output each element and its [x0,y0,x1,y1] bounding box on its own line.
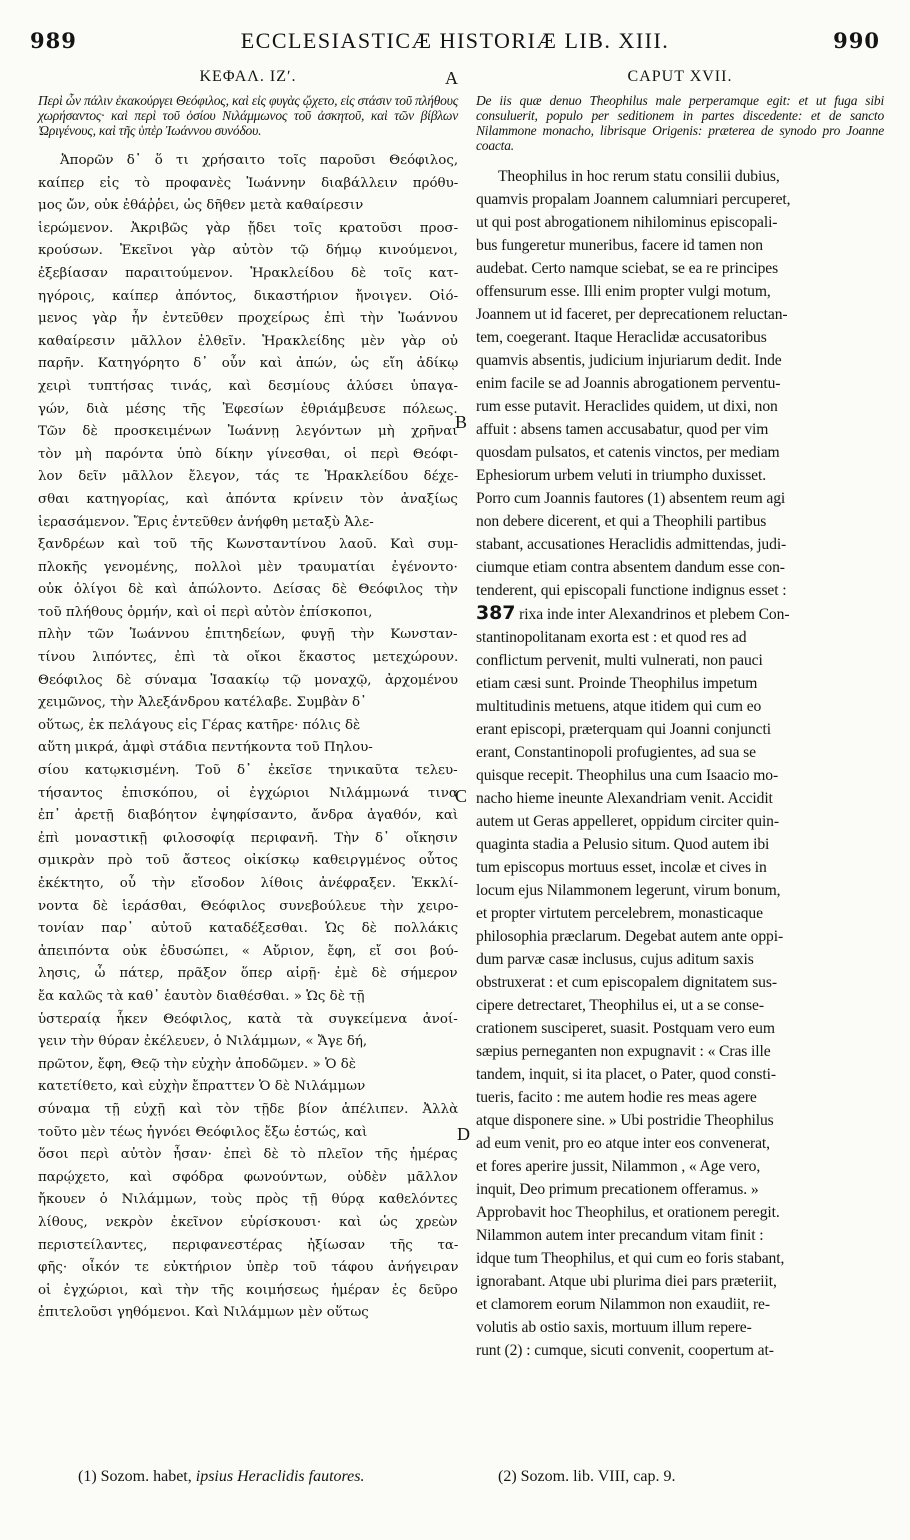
latin-text-line: erant episcopi, præterquam qui Joanni conjuncti [476,721,771,738]
greek-text-line: αὕτη μικρά, ἀμφὶ στάδια πεντήκοντα τοῦ Πηλου- [38,740,373,756]
greek-text-line: φῆς· οἶκόν τε εὐκτήριον ὑπὲρ τοῦ τάφου ἀνήγειραν [38,1260,458,1276]
latin-text-line: stantinopolitanam exorta est : et quod res ad [476,629,747,646]
latin-text-line: stabant, accusationes Heraclidis admittendas, judi- [476,536,787,553]
latin-text-line: conflictum pervenit, multi vulnerati, non pauci [476,652,763,669]
latin-text-line: Theophilus in hoc rerum statu consilii dubius, [498,168,780,185]
greek-text-line: γών, διὰ μέσης τῆς Ἐφεσίων ἐθριάμβευσε πόλεως. [38,401,458,417]
latin-chapter-heading: CAPUT XVII. [627,68,733,85]
latin-text-line: affuit : absens tamen accusabatur, quod per vim [476,421,769,438]
latin-text-line: Approbavit hoc Theophilus, et orationem peregit. [476,1204,780,1221]
greek-text-line: σίου κατῳκισμένη. Τοῦ δ᾽ ἐκεῖσε τηνικαῦτα τελευ- [38,763,458,779]
greek-text-line: ἐκέκτητο, οὗ τὴν εἴσοδον λίθοις ἀνέφραξεν. Ἐκκλί- [38,876,458,891]
greek-text-line: οἱ ἐγχώριοι, καὶ τὴν τῆς κοιμήσεως ἡμέραν ἐς δεῦρο [38,1282,458,1298]
latin-text-line: ut qui post abrogationem nihilominus episcopali- [476,214,778,231]
latin-text-line: multitudinis metuens, atque itidem qui cum eo [476,698,762,715]
margin-marker-b: B [455,412,468,432]
latin-text-line: et propter virtutem percelebrem, monasticaque [476,905,763,922]
greek-text-line: ἤκουεν ὁ Νιλάμμων, τοὺς πρὸς τῇ θύρᾳ καθελόντες [38,1192,458,1208]
greek-text-line: ἱερασάμενον. Ἔρις ἐντεῦθεν ἀνήφθη μεταξὺ Ἀλε- [38,514,374,530]
latin-text-line: offensurum esse. Illi enim propter vulgi motum, [476,283,771,300]
greek-text-line: χειμῶνος, τὴν Ἀλεξάνδρου κατέλαβε. Συμβὰν δ᾽ [38,695,367,711]
latin-text-line: Porro cum Joannis fautores (1) absentem reum agi [476,490,786,507]
page-number-left: 989 [30,28,77,53]
greek-text-line: ἔα καλῶς τὰ καθ᾽ ἑαυτὸν διαθέσθαι. » Ὡς δὲ τῇ [38,988,365,1004]
latin-body-text [476,165,884,1362]
greek-text-line: χειρὶ τυπτήσας τινάς, καὶ δεσμίους ἁλύσει ὑπαγα- [38,378,458,394]
greek-text-line: πλὴν τῶν Ἰωάννου ἐπιτηδείων, φυγῇ τὴν Κωνσταν- [38,627,458,643]
latin-text-line: nacho hieme ineunte Alexandriam venit. Accidit [476,790,773,807]
greek-text-line: καίπερ εἰς τὸ προφανὲς Ἰωάννην διαβάλλειν πρόθυ- [38,175,458,191]
greek-text-line: μος ὤν, οὐκ ἐθάῤῥει, ὡς δῆθεν μετὰ καθαίρεσιν [38,198,364,214]
greek-text-line: λησις, ὦ πάτερ, πρᾶξον ὅπερ αἱρῇ· ἐμὲ δὲ σήμερον [38,966,458,982]
greek-text-line: ἐπὶ μοναστικῇ φιλοσοφίᾳ περιφανῆ. Τὴν δ᾽ οἴκησιν [38,830,458,846]
greek-text-line: τονίαν παρ᾽ αὐτοῦ καταδέξεσθαι. Ὡς δὲ πολλάκις [38,921,458,937]
greek-text-line: κρούσων. Ἐκεῖνοι γὰρ αὐτὸν τῷ δήμῳ κινούμενοι, [38,243,458,259]
footnote-left [78,1468,365,1486]
latin-text-line: locum ejus Nilammonem legerunt, virum bonum, [476,882,781,899]
latin-text-line: tenderent, qui episcopali functione indignus esset : [476,582,787,599]
greek-text-line: κατετίθετο, καὶ εὐχὴν ἔπραττεν Ὁ δὲ Νιλάμμων [38,1079,366,1095]
latin-text-line: ignorabant. Atque ubi plurima diei pars præteriit, [476,1273,777,1290]
latin-chapter-summary: De iis quæ denuo Theophilus male perperamque egit: et ut fuga sibi consuluerit, populo per seditionem in partes discedente: et de sancto Nilammone monacho, librisque Origenis: præterea de synodo pro Joanne coacta. [476,93,884,153]
greek-text-line: Ἀπορῶν δ᾽ ὅ τι χρήσαιτο τοῖς παροῦσι Θεόφιλος, [60,153,459,168]
latin-text-line: Ephesiorum urbem veluti in triumpho duxisset. [476,467,767,484]
greek-text-line: μενος γὰρ ἦν ἐντεῦθεν προχείρως ἐπὶ τὴν Ἰωάννου [38,311,458,327]
latin-text-line: quamvis propalam Joannem calumniari percuperet, [476,191,791,208]
latin-text-line: quisque recepit. Theophilus una cum Isaacio mo- [476,767,779,784]
latin-text-line: 387 rixa inde inter Alexandrinos et plebem Con- [476,602,790,624]
greek-text-line: Τῶν δὲ προσκειμένων Ἰωάννῃ λεγόντων μὴ χρῆναι [38,424,458,440]
greek-chapter-heading: ΚΕΦΑΛ. ΙΖʹ. [199,68,297,85]
greek-text-line: πρῶτον, ἔφη, Θεῷ τὴν εὐχὴν ἀποδῶμεν. » Ὁ δὲ [38,1056,356,1072]
greek-column [38,68,458,1325]
greek-text-line: ἐξεβίασαν παραιτούμενον. Ἡρακλείδου δὲ τοῖς κατ- [38,265,458,281]
latin-text-line: inquit, Deo primum precationem offeramus. » [476,1181,759,1198]
latin-text-line: dum parvæ casæ inclusus, cujus aditum saxis [476,951,754,968]
latin-text-line: etiam cæsi sunt. Proinde Theophilus impetum [476,675,758,692]
latin-text-line: cipere detrectaret, Theophilus ei, ut a se conse- [476,997,764,1014]
greek-text-line: τοῦ πλήθους ὁρμήν, καὶ οἱ περὶ αὐτὸν ἐπίσκοποι, [38,604,373,620]
greek-text-line: τὸν μὴ παρόντα ὑπὸ δίκην γίνεσθαι, οἱ περὶ Θεόφι- [38,446,458,462]
latin-text-line: bus fungeretur muneribus, facere id tamen non [476,237,763,254]
latin-text-line: enim facile se ad Joannis abrogationem perventu- [476,375,781,392]
latin-text-line: atque disponere sine. » Ubi postridie Theophilus [476,1112,774,1129]
latin-text-line: erant, Constantinopoli profugientes, ad sua se [476,744,756,761]
latin-text-line: tum episcopus mortuus esset, incolæ et cives in [476,859,767,876]
greek-text-line: νοντα δὲ ἱεράσθαι, Θεόφιλος συνεβούλευε τὴν χειρο- [38,898,458,914]
greek-text-line: καθαίρεσιν μᾶλλον ἐλθεῖν. Ἡρακλείδης μὲν γὰρ οὐ [38,333,458,349]
greek-text-line: λίθους, νεκρὸν ἐκεῖνον εὑρίσκουσι· καὶ ὡς χρεὼν [38,1214,458,1230]
margin-marker-a: A [445,68,458,88]
latin-text-line: crationem susciperet, suasit. Postquam vero eum [476,1020,775,1037]
greek-text-line: παρῆν. Κατηγόρητο δ᾽ οὖν καὶ ἀπών, ὡς εἴη ἀδίκῳ [38,356,458,372]
latin-text-line: non debere dicerent, et qui a Theophili partibus [476,513,767,530]
greek-text-line: λον δεῖν μᾶλλον ἔλεγον, τάς τε Ἡρακλείδου δέχε- [38,469,458,485]
latin-text-line: Joannem ut id faceret, per deprecationem reluctan- [476,306,788,323]
latin-text-line: obstruxerat : et cum episcopalem dignitatem sus- [476,974,777,991]
greek-text-line: τοῦτο μὲν τέως ἠγνόει Θεόφιλος ἔξω ἑστώς, καὶ [38,1124,368,1140]
greek-text-line: περιστείλαντες, περιφανεστέρας ἠξίωσαν τῆς τα- [38,1237,458,1253]
latin-text-line: Nilammon autem inter precandum vitam finit : [476,1227,764,1244]
latin-text-line: runt (2) : cumque, sicuti convenit, coopertum at- [476,1342,774,1359]
page-reference-number: 387 [476,602,516,624]
footnote-left-italic: ipsius Heraclidis fautores. [195,1468,365,1485]
greek-text-line: ὅσοι περὶ αὐτὸν ἦσαν· ἐπεὶ δὲ τὸ πλεῖον τῆς ἡμέρας [38,1147,458,1163]
greek-text-line: ἐπ᾽ ἀρετῇ διαβόητον ἐψηφίσαντο, ἄνδρα ἀγαθόν, καὶ [38,808,458,824]
greek-text-line: σθαι κατηγορίας, καὶ ἀπόντα κρίνειν τὸν ἀναξίως [38,491,458,507]
margin-marker-c: C [455,786,468,806]
greek-text-line: ἱερώμενον. Ἀκριβῶς γὰρ ᾔδει τοῖς κρατοῦσι προσ- [38,220,458,236]
greek-text-line: οὕτως, ἐκ πελάγους εἰς Γέρας κατῆρε· πόλις δὲ [38,717,361,733]
running-title: ECCLESIASTICÆ HISTORIÆ LIB. XIII. [240,28,670,53]
greek-text-line: σύναμα τῇ εὐχῇ καὶ τὸν τῇδε βίον ἀπέλιπεν. Ἀλλὰ [38,1101,458,1117]
latin-text-line: tandem, inquit, si ita placet, o Pater, quod consti- [476,1066,776,1083]
latin-text-line: philosophia præclarum. Degebat autem ante oppi- [476,928,784,945]
latin-column [476,68,884,1362]
greek-text-line: πλοκῆς γενομένης, πολλοὶ μὲν τραυματίαι ἐγένοντο· [38,559,458,575]
latin-text-line: quamvis absentis, judicium injuriarum dedit. Inde [476,352,782,369]
latin-text-line: quaginta stadia a Pelusio situm. Quod autem ibi [476,836,770,853]
greek-text-line: ὑστεραίᾳ ἧκεν Θεόφιλος, κατὰ τὰ συγκείμενα ἀνοί- [38,1011,458,1027]
latin-text-line: tem, coegerant. Itaque Heraclidæ accusatoribus [476,329,767,346]
running-header [30,28,880,64]
greek-text-line: ηγόροις, καίπερ ἀπόντος, δικαστήριον ἤνοιγεν. Οἰό- [38,288,458,304]
latin-text-line: sæpius perneganten non expugnavit : « Cras ille [476,1043,771,1060]
footnote-left-number: (1) [78,1468,97,1485]
greek-text-line: σμικρὰν πρὸ τοῦ ἄστεος οἰκίσκῳ καθειργμένος οὗτος [38,853,458,869]
greek-text-line: ἀπειπόντα οὐκ ἐδυσώπει, « Αὔριον, ἔφη, εἴ σοι βού- [38,943,458,959]
latin-text-line: tueris, facito : me autem hodie res meas agere [476,1089,757,1106]
greek-text-line: οὐκ ὀλίγοι δὲ καὶ ἀπώλοντο. Δείσας δὲ Θεόφιλος τὴν [38,582,458,598]
page-number-right: 990 [833,28,880,53]
latin-text-line: ciumque etiam contra absentem dandum esse con- [476,559,785,576]
latin-text-line: et fores aperire jussit, Nilammon , « Age vero, [476,1158,761,1175]
latin-text-line: ad eum venit, pro eo atque inter eos convenerat, [476,1135,770,1152]
greek-text-line: Θεόφιλος δὲ σύναμα Ἰσαακίῳ τῷ μοναχῷ, ἀρχομένου [38,672,458,688]
greek-text-line: ξανδρέων καὶ τοῦ τῆς Κωνσταντίνου λαοῦ. Καὶ συμ- [38,537,458,553]
latin-text-line: audebat. Certo namque sciebat, se ea re principes [476,260,779,277]
latin-text-line: autem ut Geras appelleret, oppidum circiter quin- [476,813,779,830]
footnote-right: (2) Sozom. lib. VIII, cap. 9. [498,1468,676,1485]
latin-text-line: rum esse putavit. Heraclides quidem, ut dixi, non [476,398,778,415]
greek-body-text [38,150,458,1325]
greek-text-line: παρῴχετο, καὶ σφόδρα φωνούντων, οὐδὲν μᾶλλον [38,1169,458,1185]
footnote-left-text: Sozom. habet, [96,1468,196,1485]
greek-chapter-summary: Περὶ ὧν πάλιν ἐκακούργει Θεόφιλος, καὶ εἰς φυγὰς ᾤχετο, εἰς στάσιν τοῦ πλήθους χωρήσαντος· καὶ περὶ τοῦ ὁσίου Νιλάμμωνος τοῦ ἀσκητοῦ, καὶ τῶν βίβλων Ὠριγένους, καὶ τῆς ὑπὲρ Ἰωάννου συνόδου. [38,93,458,138]
greek-text-line: ἐπιτελοῦσι γηθόμενοι. Καὶ Νιλάμμων μὲν οὕτως [38,1305,369,1321]
latin-text-line: volutis ab ostio saxis, mortuum illum repere- [476,1319,752,1336]
greek-text-line: τίνου λιπόντες, ἐπὶ τὰ οἴκοι ἕκαστος μετεχώρουν. [38,650,458,666]
latin-text-line: et clamorem eorum Nilammon non exaudiit, re- [476,1296,770,1313]
latin-text-line: quosdam pulsatos, et catenis vinctos, per mediam [476,444,780,461]
latin-text-line: idque tum Theophilus, et qui cum eo foris stabant, [476,1250,785,1267]
greek-text-line: τήσαντος ἐπισκόπου, οἱ ἐγχώριοι Νιλάμμωνά τινα [38,785,458,801]
margin-marker-d: D [457,1124,470,1144]
greek-text-line: γειν τὴν θύραν ἐκέλευεν, ὁ Νιλάμμων, « Ἄγε δή, [38,1034,368,1050]
